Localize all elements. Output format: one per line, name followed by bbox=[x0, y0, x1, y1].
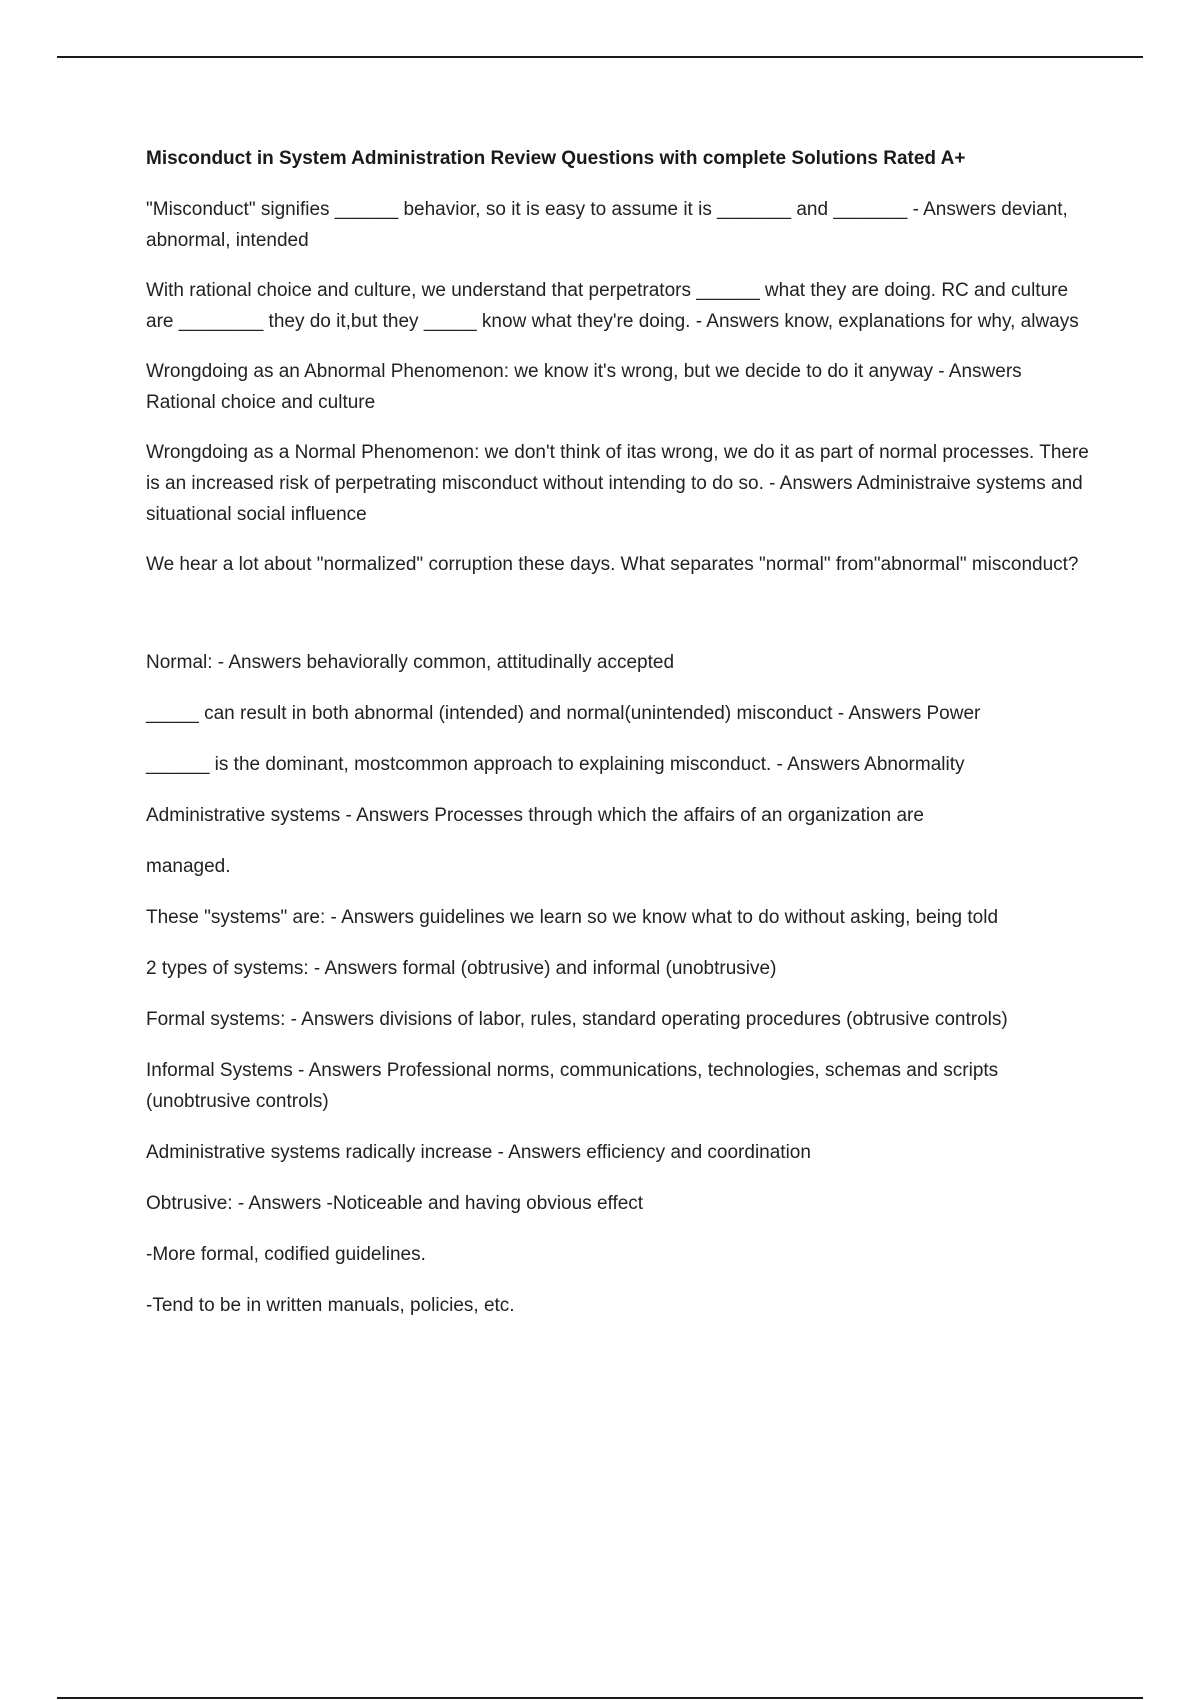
question-paragraph: Wrongdoing as a Normal Phenomenon: we don't think of itas wrong, we do it as part of normal processes. There is an increased risk of perpetrating misconduct without intending to do so. - Answers Administraive systems and situational social influence bbox=[146, 442, 1089, 525]
question-paragraph: Administrative systems radically increase - Answers efficiency and coordination bbox=[146, 1142, 811, 1163]
document-title: Misconduct in System Administration Review Questions with complete Solutions Rated A+ bbox=[146, 148, 966, 169]
question-paragraph: -More formal, codified guidelines. bbox=[146, 1244, 426, 1265]
question-paragraph: These "systems" are: - Answers guidelines we learn so we know what to do without asking, being told bbox=[146, 907, 999, 928]
question-paragraph: ______ is the dominant, mostcommon approach to explaining misconduct. - Answers Abnormality bbox=[146, 754, 965, 775]
top-rule bbox=[57, 56, 1143, 58]
question-paragraph: "Misconduct" signifies ______ behavior, so it is easy to assume it is _______ and _______ - Answers deviant, abnormal, intended bbox=[146, 199, 1068, 251]
question-paragraph: 2 types of systems: - Answers formal (obtrusive) and informal (unobtrusive) bbox=[146, 958, 777, 979]
question-paragraph: Wrongdoing as an Abnormal Phenomenon: we know it's wrong, but we decide to do it anyway - Answers Rational choice and culture bbox=[146, 361, 1022, 413]
document-body bbox=[146, 145, 1090, 1341]
question-paragraph: Informal Systems - Answers Professional norms, communications, technologies, schemas and scripts (unobtrusive controls) bbox=[146, 1060, 999, 1112]
question-paragraph: Formal systems: - Answers divisions of labor, rules, standard operating procedures (obtrusive controls) bbox=[146, 1009, 1008, 1030]
question-paragraph: Administrative systems - Answers Processes through which the affairs of an organization are bbox=[146, 805, 924, 826]
question-paragraph: We hear a lot about "normalized" corruption these days. What separates "normal" from"abnormal" misconduct? bbox=[146, 554, 1079, 575]
question-paragraph: Obtrusive: - Answers -Noticeable and having obvious effect bbox=[146, 1193, 644, 1214]
question-paragraph: Normal: - Answers behaviorally common, attitudinally accepted bbox=[146, 652, 675, 673]
question-paragraph: With rational choice and culture, we understand that perpetrators ______ what they are doing. RC and culture are ________ they do it,but they _____ know what they're doing. - Answers know, explanations for why, always bbox=[146, 280, 1079, 332]
question-paragraph: -Tend to be in written manuals, policies, etc. bbox=[146, 1295, 515, 1316]
question-paragraph: managed. bbox=[146, 856, 231, 877]
blank-gap bbox=[146, 599, 1090, 647]
bottom-rule bbox=[57, 1697, 1143, 1699]
question-paragraph: _____ can result in both abnormal (intended) and normal(unintended) misconduct - Answers Power bbox=[146, 703, 981, 724]
